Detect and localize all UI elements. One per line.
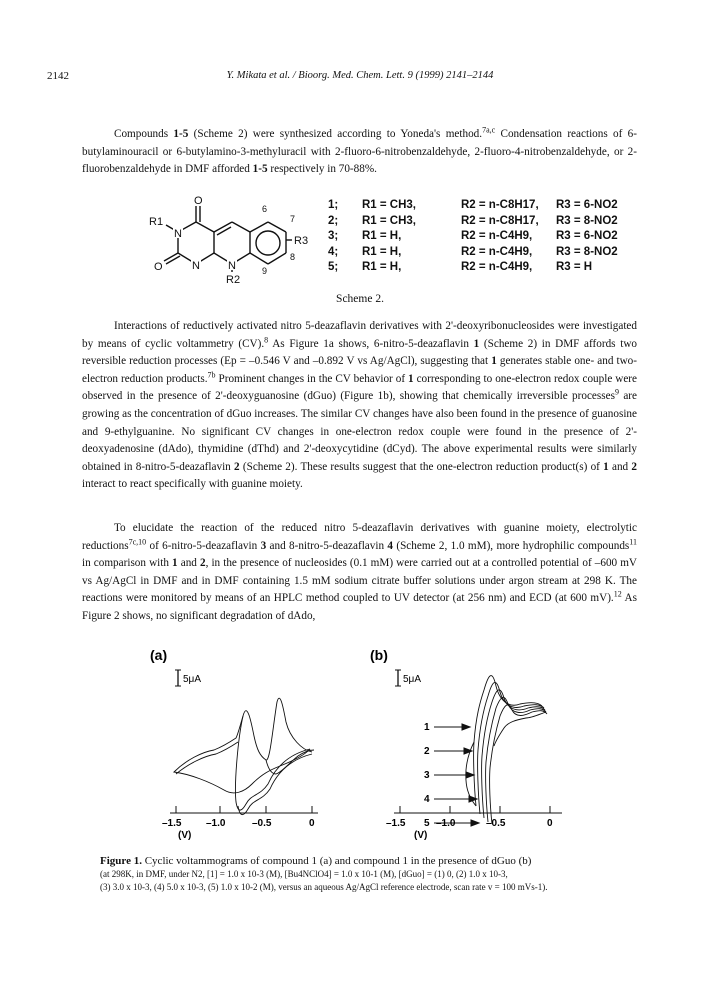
x-tick-label: –1.0	[206, 818, 226, 829]
x-tick-label: 0	[547, 818, 553, 829]
compound-row: 2; R1 = CH3, R2 = n-C8H17, R3 = 8-NO2	[328, 214, 618, 227]
scheme-label: Scheme 2.	[336, 293, 384, 305]
position-7: 7	[290, 214, 296, 224]
x-tick-label: –1.0	[436, 818, 456, 829]
compound-row: 5; R1 = H, R2 = n-C4H9, R3 = H	[328, 261, 593, 273]
deazaflavin-structure	[140, 192, 320, 287]
panel-a-label: (a)	[150, 647, 168, 663]
carbonyl-oxygen-left: O	[154, 261, 163, 273]
r1-label: R1	[149, 216, 164, 228]
running-head: Y. Mikata et al. / Bioorg. Med. Chem. Lett. 9 (1999) 2141–2144	[226, 70, 494, 81]
cv-panel-a	[150, 646, 350, 846]
curve-label: 5	[424, 818, 430, 829]
caption-line-3: (3) 3.0 x 10-3, (4) 5.0 x 10-3, (5) 1.0 x 10-2 (M), versus an aqueous Ag/AgCl reference electrode, scan rate v = 100 mVs-1).	[100, 882, 548, 892]
paragraph-1: Compounds 1-5 (Scheme 2) were synthesized according to Yoneda's method.$^{7a,c}$ Condensation reactions of 6-butylaminouracil or 6-butylamino-3-methyluracil with 2-fluoro-6-nitrobenzaldehyde, 2-fluoro-4-nitrobenzaldehyde, or 2-fluorobenzaldehyde in DMF afforded 1-5 respectively in 70-88%.	[82, 125, 637, 176]
nitrogen-1: N	[192, 260, 200, 272]
position-8: 8	[290, 252, 296, 262]
paragraph-3: To elucidate the reaction of the reduced nitro 5-deazaflavin derivatives with guanine moiety, electrolytic reductions$^{7c,10}$ of 6-nitro-5-deazaflavin 3 and 8-nitro-5-deazaflavin 4 (Scheme 2, 1.0 mM), more hydrophilic compounds$^{11}$ in comparison with 1 and 2, in the presence of nucleosides (0.1 mM) were carried out at a controlled potential of –600 mV vs Ag/AgCl in DMF and in DMF containing 1.5 mM sodium citrate buffer solutions under argon stream at 298 K. The reactions were monitored by means of an HPLC method coupled to UV detector (at 256 nm) and ECD (at 600 mV).$^{12}$ As Figure 2 shows, no significant degradation of dAdo,	[82, 522, 637, 622]
curve-label: 4	[424, 794, 430, 805]
compound-row: 3; R1 = H, R2 = n-C4H9, R3 = 6-NO2	[328, 230, 618, 242]
r2-label: R2	[226, 274, 241, 286]
page-number: 2142	[47, 70, 69, 82]
compound-list	[328, 198, 618, 276]
carbonyl-oxygen-top: O	[194, 195, 203, 207]
caption-line-2: (at 298K, in DMF, under N2, [1] = 1.0 x 10-3 (M), [Bu4NClO4] = 1.0 x 10-1 (M), [dGuo] = (1) 0, (2) 1.0 x 10-3,	[100, 869, 508, 879]
position-9: 9	[262, 266, 268, 276]
x-tick-label: –1.5	[162, 818, 182, 829]
compound-row: 4; R1 = H, R2 = n-C4H9, R3 = 8-NO2	[328, 245, 618, 258]
curve-label: 1	[424, 722, 430, 733]
nitrogen-3: N	[174, 228, 182, 240]
scale-label: 5μA	[183, 674, 201, 685]
x-tick-label: 0	[309, 818, 315, 829]
figure-caption: Figure 1. Cyclic voltammograms of compound 1 (a) and compound 1 in the presence of dGuo (b) (at 298K, in DMF, under N2, [1] = 1.0 x 10-3 (M), [Bu4NClO4] = 1.0 x 10-1 (M), [dGuo] = (1) 0, (2) 1.0 x 10-3, (3) 3.0 x 10-3, (4) 5.0 x 10-3, (5) 1.0 x 10-2 (M), versus an aqueous Ag/AgCl reference electrode, scan rate v = 100 mVs-1).	[100, 854, 620, 894]
curve-label: 2	[424, 746, 430, 757]
position-6: 6	[262, 204, 268, 214]
x-axis-unit: (V)	[414, 830, 428, 841]
x-tick-label: –0.5	[252, 818, 272, 829]
paragraph-2: Interactions of reductively activated nitro 5-deazaflavin derivatives with 2'-deoxyribonucleosides were investigated by means of cyclic voltammetry (CV).$^8$ As Figure 1a shows, 6-nitro-5-deazaflavin 1 (Scheme 2) in DMF affords two reversible reduction processes (Ep = –0.546 V and –0.892 V vs Ag/AgCl), suggesting that 1 generates stable one- and two-electron reduction products.$^{7b}$ Prominent changes in the CV behavior of 1 corresponding to one-electron redox couple were observed in the presence of 2'-deoxyguanosine (dGuo) (Figure 1b), showing that chemically irreversible processes$^9$ are growing as the concentration of dGuo increases. The similar CV changes have also been found in the presence of guanosine and 9-ethylguanine. No significant CV changes in one-electron redox couple were found in the presence of 2'-deoxyadenosine (dAdo), thymidine (dThd) and 2'-deoxycytidine (dCyd). The above experimental results were similarly obtained in 8-nitro-5-deazaflavin 2 (Scheme 2). These results suggest that the one-electron reduction product(s) of 1 and 2 interact to react specifically with guanine moiety.	[82, 320, 637, 491]
x-tick-label: –0.5	[486, 818, 506, 829]
curve-label: 3	[424, 770, 430, 781]
panel-b-label: (b)	[370, 647, 388, 663]
caption-label: Figure 1.	[100, 855, 142, 867]
x-tick-label: –1.5	[386, 818, 406, 829]
cv-panel-b	[370, 646, 570, 846]
compound-row: 1; R1 = CH3, R2 = n-C8H17, R3 = 6-NO2	[328, 199, 618, 211]
r3-label: R3	[294, 235, 309, 247]
x-axis-unit: (V)	[178, 830, 192, 841]
scale-label: 5μA	[403, 674, 421, 685]
nitrogen-10: N	[228, 260, 236, 272]
